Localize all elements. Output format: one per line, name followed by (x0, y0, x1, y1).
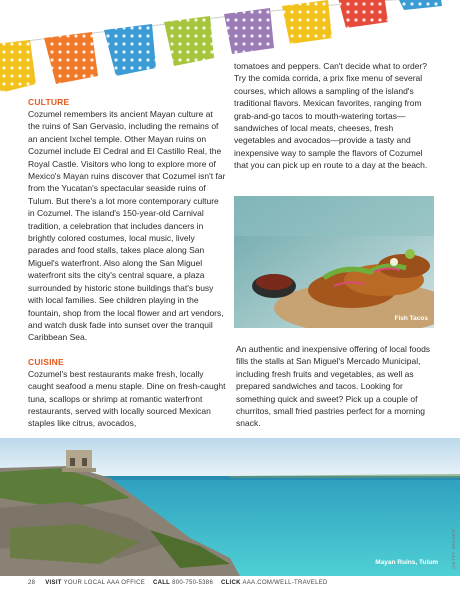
photo-credit: GETTY IMAGES (451, 529, 456, 569)
cuisine-heading: CUISINE (28, 356, 64, 367)
right-paragraph-2: An authentic and inexpensive offering of local foods fills the stalls at San Miguel's Mercado Municipal, including fresh fruits and vegetables, as well as prepared sandwiches and tacos. Looking for something quick and sweet? Pick up a couple of churritos, small fried pastries perfect for a morning snack. (236, 344, 431, 429)
right-paragraph-1: tomatoes and peppers. Can't decide what to order? Try the comida corrida, a prix fixe menu of several courses, which allows a sampling of the island's traditional flavors. Mexican favorites, ranging from grab-and-go tacos to mouth-watering tortas—sandwiches of local meats, cheeses, fresh vegetables and avocados—provide a tasty and inexpensive way to sample the flavors of Cozumel that you can pick up en route to a day at the beach. (234, 61, 428, 171)
tulum-ruins-caption: Mayan Ruins, Tulum (375, 559, 438, 566)
flag-orange-1 (44, 32, 98, 84)
flag-yellow-left (0, 40, 36, 92)
flag-blue-2 (396, 0, 442, 10)
page-footer (28, 580, 328, 586)
footer-click-url[interactable]: AAA.COM/WELL-TRAVELED (242, 580, 328, 586)
tulum-ruins-photo (0, 438, 460, 576)
flag-green-1 (164, 16, 214, 66)
cuisine-paragraph: Cozumel's best restaurants make fresh, locally caught seafood a menu staple. Dine on fresh-caught tuna, scallops or shrimp at romantic waterfront restaurants, served with locally sourced Mexican staples like citrus, avocados, (28, 368, 226, 429)
fish-tacos-caption: Fish Tacos (394, 315, 428, 322)
flag-yellow-2 (282, 0, 332, 44)
footer-visit-text: YOUR LOCAL AAA OFFICE (63, 580, 146, 586)
flag-red-1 (338, 0, 388, 28)
right-column (234, 60, 434, 172)
flag-purple-1 (224, 8, 274, 54)
footer-click-label: CLICK (220, 580, 241, 586)
culture-heading: CULTURE (28, 97, 70, 107)
tulum-ruins-illustration (0, 438, 460, 576)
culture-paragraph: Cozumel remembers its ancient Mayan culture at the ruins of San Gervasio, including the remains of an ancient Ixchel temple. Other Mayan ruins on Cozumel include El Cedral and El Castillo Real, the Royal Castle. Visitors who long to explore more of Mexico's Mayan ruins discover that Cozumel isn't far from the Yucatan's spectacular seaside ruins of Tulum. But there's a lot more contemporary culture in Cozumel. The island's 150-year-old Carnival tradition, a celebration that includes dancers in brightly colored costumes, local music, lively parades and food stalls, takes place along San Miguel's waterfront. Also along the San Miguel waterfront sits the city's central square, a plaza surrounded by historic stone buildings that's busy with local families. See children playing in the fountain, shop from the local flower and art vendors, and watch dusk fade into sunset over the tranquil Caribbean Sea. (28, 109, 226, 343)
fish-tacos-photo (234, 196, 434, 328)
page-number: 28 (28, 580, 36, 586)
left-column (28, 96, 226, 430)
fish-tacos-illustration (234, 196, 434, 328)
footer-call-label: CALL (152, 580, 171, 586)
footer-call-number: 800-750-5386 (172, 580, 214, 586)
flag-blue-1 (104, 24, 156, 76)
footer-visit-label: VISIT (45, 580, 62, 586)
